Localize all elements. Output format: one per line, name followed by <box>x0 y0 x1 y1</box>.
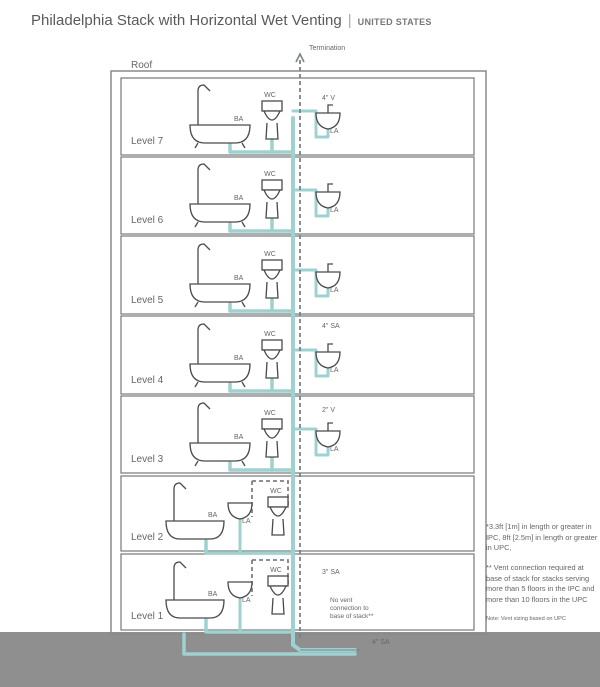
note-pipe-length: *3.3ft [1m] in length or greater in IPC, 8ft [2.5m] in length or greater in UPC, <box>486 522 598 552</box>
lavatory-label: LA <box>330 367 339 374</box>
level-label: Level 6 <box>131 215 164 226</box>
level-label: Level 7 <box>131 136 164 147</box>
note-vent-connection: ** Vent connection required at base of stack for stacks serving more than 5 floors in the IPC and more than 10 floors in the UPC <box>486 563 595 604</box>
bathtub-label: BA <box>234 116 244 123</box>
no-vent-note: No vent <box>330 597 353 604</box>
floor-level-6 <box>121 157 474 234</box>
toilet-label: WC <box>270 488 282 495</box>
bathtub-label: BA <box>234 275 244 282</box>
level-label: Level 5 <box>131 295 164 306</box>
ground <box>0 632 600 687</box>
level-label: Level 4 <box>131 375 164 386</box>
vent-size-2v: 2" V <box>322 407 335 414</box>
drain-size-4sa: 4" SA <box>372 639 390 646</box>
toilet-label: WC <box>270 567 282 574</box>
floor-level-4 <box>121 316 474 394</box>
roof-label: Roof <box>131 60 153 71</box>
lavatory-label: LA <box>330 446 339 453</box>
country-label: UNITED STATES <box>357 17 432 27</box>
no-vent-note: base of stack** <box>330 613 374 620</box>
level-label: Level 1 <box>131 611 164 622</box>
bathtub-label: BA <box>234 355 244 362</box>
floor-level-7 <box>121 78 474 155</box>
toilet-label: WC <box>264 92 276 99</box>
level-label: Level 3 <box>131 454 164 465</box>
bathtub-label: BA <box>208 591 218 598</box>
bathtub-label: BA <box>208 512 218 519</box>
lavatory-label: LA <box>242 518 251 525</box>
termination-label: Termination <box>309 45 346 52</box>
toilet-label: WC <box>264 410 276 417</box>
lavatory-label: LA <box>330 128 339 135</box>
note-vent-sizing: Note: Vent sizing based on UPC <box>486 616 566 622</box>
bathtub-label: BA <box>234 434 244 441</box>
level-label: Level 2 <box>131 532 164 543</box>
floor-level-5 <box>121 236 474 314</box>
lavatory-label: LA <box>330 207 339 214</box>
bathtub-label: BA <box>234 195 244 202</box>
stack-size-4sa-upper: 4" SA <box>322 323 340 330</box>
toilet-label: WC <box>264 331 276 338</box>
vent-size-4v: 4" V <box>322 95 335 102</box>
lavatory-label: LA <box>242 597 251 604</box>
toilet-label: WC <box>264 251 276 258</box>
lavatory-label: LA <box>330 287 339 294</box>
stack-size-3sa: 3" SA <box>322 569 340 576</box>
title-separator: | <box>347 12 352 29</box>
floor-level-3 <box>121 396 474 473</box>
no-vent-note: connection to <box>330 605 369 612</box>
toilet-label: WC <box>264 171 276 178</box>
diagram-title: Philadelphia Stack with Horizontal Wet Venting <box>31 12 342 29</box>
